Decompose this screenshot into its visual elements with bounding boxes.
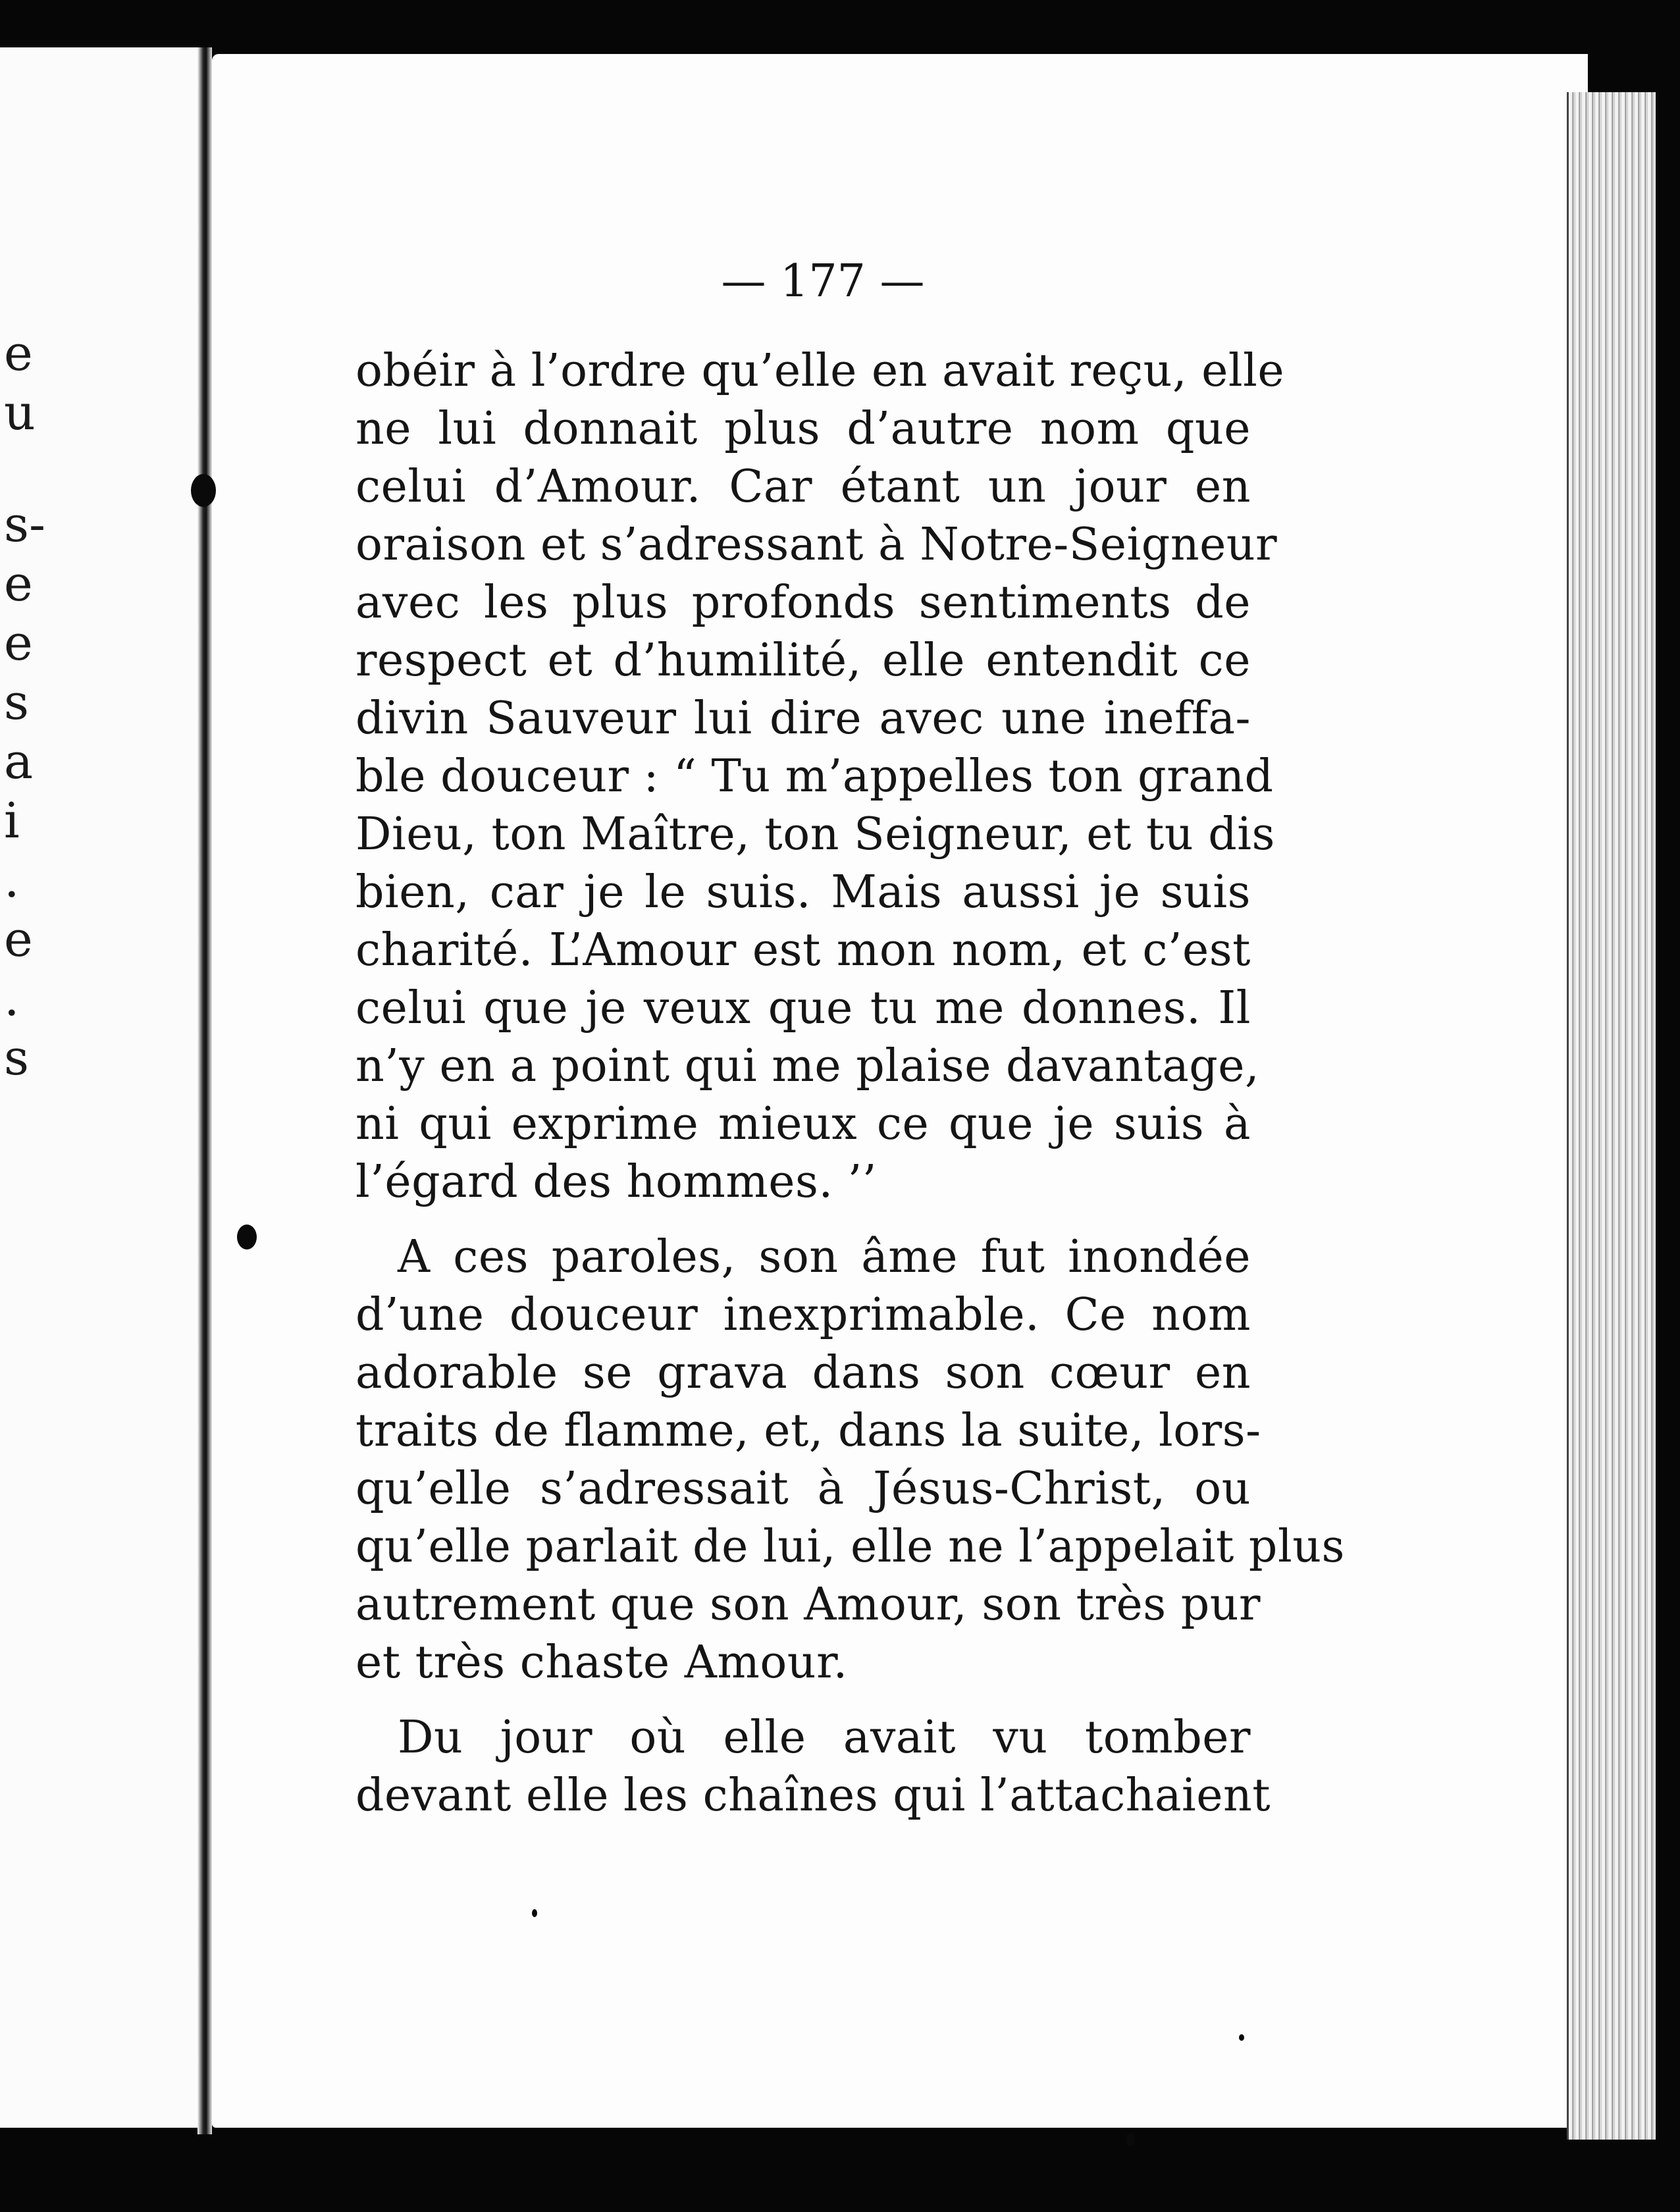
page-number: — 177 — [721,255,925,307]
page-edges [1567,92,1656,2140]
text-line: A ces paroles, son âme fut inondée [398,1231,1251,1283]
facing-page-text-fragment: i [4,793,20,849]
text-line: traits de flamme, et, dans la suite, lors- [355,1405,1261,1457]
facing-page-text-fragment: e [4,556,33,612]
text-line: qu’elle s’adressait à Jésus-Christ, ou [355,1463,1251,1515]
facing-page-text-fragment: e [4,325,33,382]
facing-page-text-fragment: u [4,384,36,441]
facing-page-text-fragment: s [4,1030,29,1086]
left-facing-page [0,47,209,2128]
text-line: devant elle les chaînes qui l’attachaient [355,1770,1271,1822]
paragraph-gap [355,1692,1251,1709]
text-line: avec les plus profonds sentiments de [355,577,1251,629]
ink-speck [237,1224,257,1250]
text-line: autrement que son Amour, son très pur [355,1579,1261,1631]
text-line: oraison et s’adressant à Notre-Seigneur [355,519,1278,571]
ink-speck [1239,2034,1244,2041]
text-line: qu’elle parlait de lui, elle ne l’appelait plus [355,1521,1345,1573]
text-line: ble douceur : “ Tu m’appelles ton grand [355,750,1274,803]
text-line: ni qui exprime mieux ce que je suis à [355,1098,1251,1150]
facing-page-text-fragment: s- [4,496,45,553]
text-line: celui d’Amour. Car étant un jour en [355,461,1251,513]
text-line: obéir à l’ordre qu’elle en avait reçu, elle [355,345,1285,397]
text-line: ne lui donnait plus d’autre nom que [355,403,1251,455]
book-gutter [197,47,212,2134]
text-line: d’une douceur inexprimable. Ce nom [355,1289,1251,1341]
text-line: et très chaste Amour. [355,1637,848,1689]
text-line: adorable se grava dans son cœur en [355,1347,1251,1399]
text-line: respect et d’humilité, elle entendit ce [355,635,1251,687]
ink-speck [532,1909,537,1917]
text-line: celui que je veux que tu me donnes. Il [355,982,1251,1034]
text-line: Du jour où elle avait vu tomber [398,1712,1251,1764]
facing-page-text-fragment: a [4,733,34,790]
text-line: charité. L’Amour est mon nom, et c’est [355,924,1251,976]
facing-page-text-fragment: . [4,852,20,908]
facing-page-text-fragment: e [4,615,33,672]
body-text [355,342,1345,1825]
paragraph-gap [355,1211,1251,1228]
facing-page-text-fragment: e [4,911,33,968]
text-line: n’y en a point qui me plaise davantage, [355,1040,1260,1092]
text-line: l’égard des hommes. ’’ [355,1156,877,1208]
ink-speck [191,474,216,507]
facing-page-text-fragment: . [4,970,20,1027]
text-line: bien, car je le suis. Mais aussi je suis [355,866,1251,918]
text-line: divin Sauveur lui dire avec une ineffa- [355,693,1251,745]
facing-page-text-fragment: s [4,674,29,731]
ink-speck [1126,2133,1135,2146]
text-line: Dieu, ton Maître, ton Seigneur, et tu dis [355,808,1275,860]
